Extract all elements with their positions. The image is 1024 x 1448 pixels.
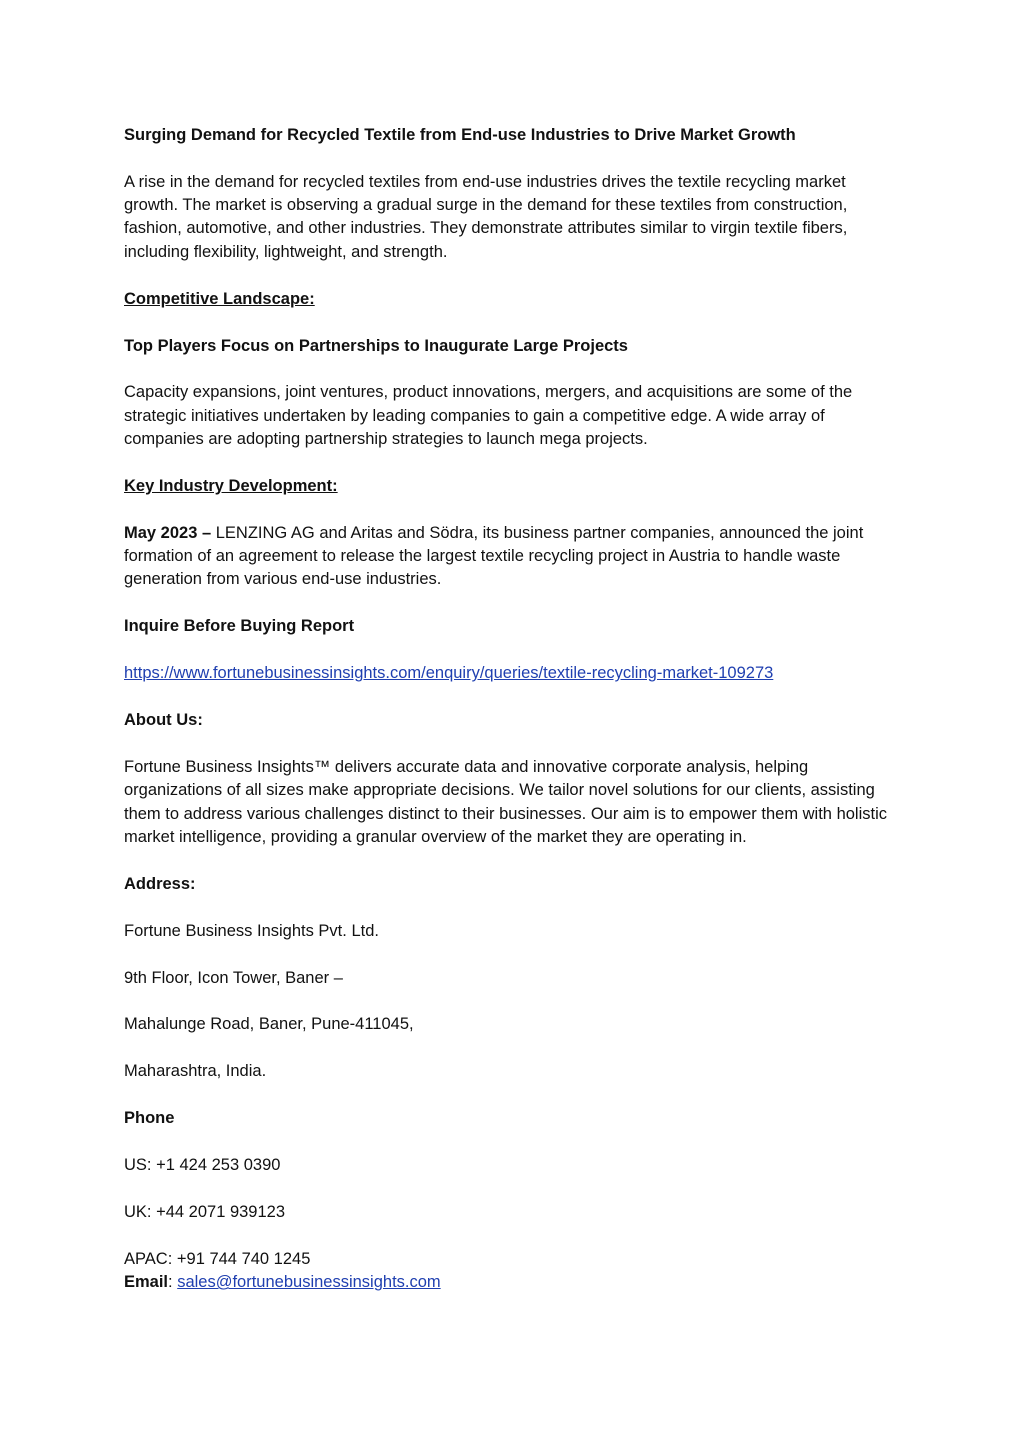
address-line: 9th Floor, Icon Tower, Baner – xyxy=(124,968,343,987)
phone-uk: UK: +44 2071 939123 xyxy=(124,1203,286,1221)
competitive-landscape-heading: Competitive Landscape: xyxy=(124,289,315,308)
address-heading: Address: xyxy=(124,874,196,893)
key-development-heading: Key Industry Development: xyxy=(124,476,338,495)
inquire-heading: Inquire Before Buying Report xyxy=(124,617,355,636)
email-label: Email xyxy=(124,1273,169,1292)
phone-heading: Phone xyxy=(124,1109,175,1128)
development-text: LENZING AG and Aritas and Södra, its business partner companies, announced the joint formation of an agreement to release the largest textile recycling project in Austria to handle waste generation from various end-use industries. xyxy=(124,523,864,589)
development-date: May 2023 – xyxy=(124,523,212,542)
email-row xyxy=(124,1271,904,1294)
address-line: Maharashtra, India. xyxy=(124,1062,267,1081)
about-heading: About Us: xyxy=(124,711,203,730)
top-players-heading: Top Players Focus on Partnerships to Inaugurate Large Projects xyxy=(124,336,628,355)
email-link[interactable]: sales@fortunebusinessinsights.com xyxy=(177,1273,441,1292)
address-line: Mahalunge Road, Baner, Pune-411045, xyxy=(124,1015,414,1034)
document-heading: Surging Demand for Recycled Textile from End-use Industries to Drive Market Growth xyxy=(124,126,796,144)
address-line: Fortune Business Insights Pvt. Ltd. xyxy=(124,921,379,940)
top-players-paragraph: Capacity expansions, joint ventures, product innovations, mergers, and acquisitions are some of the strategic initiatives undertaken by leading companies to gain a competitive edge. A wide array of companies are adopting partnership strategies to launch mega projects. xyxy=(124,383,853,449)
phone-apac: APAC: +91 744 740 1245 xyxy=(124,1249,311,1268)
phone-us: US: +1 424 253 0390 xyxy=(124,1156,281,1175)
about-paragraph: Fortune Business Insights™ delivers accurate data and innovative corporate analysis, helping organizations of all sizes make appropriate decisions. We tailor novel solutions for our clients, assisting them to address various challenges distinct to their businesses. Our aim is to empower them with holistic market intelligence, providing a granular overview of the market they are operating in. xyxy=(124,757,888,846)
document-page xyxy=(124,124,904,1294)
key-development-paragraph xyxy=(124,522,904,592)
inquire-link[interactable]: https://www.fortunebusinessinsights.com/enquiry/queries/textile-recycling-market-109273 xyxy=(124,664,774,683)
intro-paragraph: A rise in the demand for recycled textiles from end-use industries drives the textile recycling market growth. The market is observing a gradual surge in the demand for these textiles from construction, fashion, automotive, and other industries. They demonstrate attributes similar to virgin textile fibers, including flexibility, lightweight, and strength. xyxy=(124,172,848,261)
email-colon: : xyxy=(168,1273,178,1292)
inquire-link-row xyxy=(124,662,904,685)
